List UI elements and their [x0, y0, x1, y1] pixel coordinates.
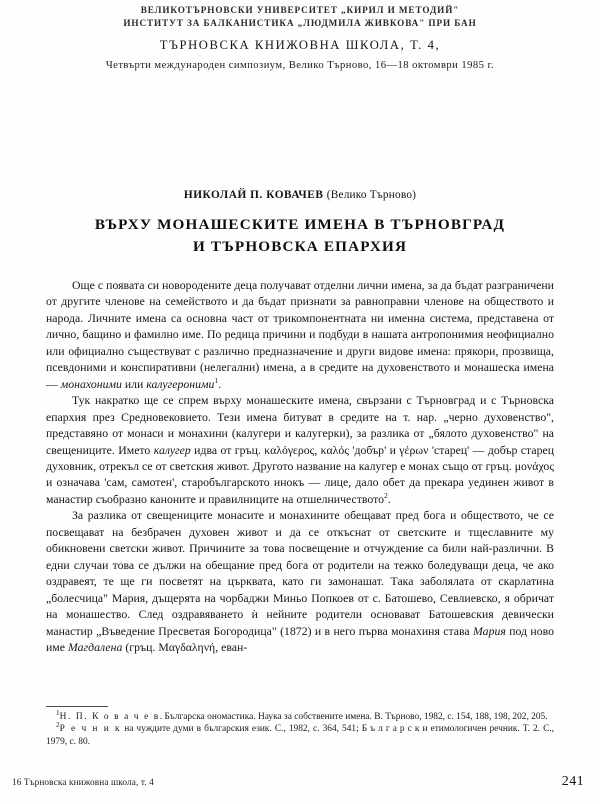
p3-seg4: , еван- — [215, 640, 248, 654]
paragraph-2 — [46, 393, 554, 508]
article-title-line-1: ВЪРХУ МОНАШЕСКИТЕ ИМЕНА В ТЪРНОВГРАД — [94, 216, 506, 233]
author-line — [0, 189, 600, 201]
p2-term-kaluger: калугер — [153, 443, 191, 457]
masthead-university: ВЕЛИКОТЪРНОВСКИ УНИВЕРСИТЕТ „КИРИЛ И МЕТОДИЙ" — [140, 5, 460, 15]
p1-text: Още с появата си новородените деца получават отделни лични имена, за да бъдат разграничени от другите членове на семейството и да бъдат признати за равноправни членове на обществото и народа. Личните имена са основна част от трикомпонентната ни именна система, представена от лично, бащино и фамилно име. По редица причини и подбуди в нашата антропонимия неофициално или официално съществуват с различно предназначение и други видове имена: прякори, прозвища, псевдоними и конспиративни (нелегални) имена, а в средите на духовенството и монашеска имена — — [46, 279, 554, 391]
footnote-separator-rule — [46, 706, 108, 707]
p2-seg6: и означава 'сам, самотен', старобългарското — [46, 476, 274, 490]
page-number: 241 — [561, 774, 584, 789]
footnote-2-author: Р е ч н и к — [59, 724, 122, 735]
page-title — [0, 214, 600, 258]
masthead-symposium-info: Четвърти международен симпозиум, Велико Търново, 16—18 октомври 1985 г. — [105, 60, 495, 71]
paragraph-1 — [46, 278, 554, 393]
author-name: НИКОЛАЙ П. КОВАЧЕВ — [183, 189, 324, 201]
author-city: (Велико Търново) — [326, 189, 417, 201]
p3-seg1: За разлика от свещениците монасите и монахините обещават пред бога и обществото, че се посвещават на безбрачен духовен живот и да се откъснат от светските и тщеславните му обикновени светски живот. Причините за това посвещение и отчуждение са били най-различни. В едни случаи това се дължи на обещание пред бога от родители на тежко боледуващи деца, че ако оздравеят, те ще ги посветят на църквата, като ги замонашат. Така заболялата от скарлатина „болесчица" Мария, дъщерята на чорбаджи Миньо Попкоев от с. Батошево, Севлиевско, я обричат на монашество. След оздравяването ѝ нейните родители основават Батошевския девически манастир „Въведение Пресветая Богородица" (1872) и в него първа монахиня става — [46, 509, 554, 638]
masthead-series-title: ТЪРНОВСКА КНИЖОВНА ШКОЛА, Т. 4, — [159, 38, 441, 52]
p3-name-magdalena: Магдалена — [67, 640, 123, 654]
p2-greek-monahos: μονάχος — [514, 459, 554, 473]
p3-greek-magdalini: Μαγδαληνή — [158, 640, 216, 654]
p2-greek-kalos: καλός — [320, 443, 349, 457]
p2-seg5: 'старец' — добър старец духовник, отрекъл се от светския живот. Другото название на калугер е монах също от гръц. — [46, 443, 555, 473]
masthead — [0, 4, 600, 73]
p2-seg4: 'добър' и — [348, 443, 400, 457]
footnote-item-1 — [46, 708, 554, 723]
p2-greek-geron: γέρων — [399, 443, 429, 457]
page-footer — [0, 774, 600, 796]
footnote-item-2 — [46, 723, 554, 748]
footnote-1-text: . Българска ономастика. Наука за собствените имена. В. Търново, 1982, с. 154, 188, 198, 202, 205. — [159, 712, 548, 722]
p2-seg8: . — [387, 492, 391, 506]
footnote-2-text: на чуждите думи в българския език. С., 1982, с. 364, 541; Б ъ л г а р с к и етимологичен речник. Т. 2. С., 1979, с. 80. — [46, 724, 555, 747]
masthead-institute: ИНСТИТУТ ЗА БАЛКАНИСТИКА „ЛЮДМИЛА ЖИВКОВА" ПРИ БАН — [123, 17, 477, 28]
body-text-column — [46, 278, 554, 656]
paragraph-3 — [46, 508, 554, 656]
footnote-number-2: 2 — [56, 721, 60, 730]
footnote-1-author: Н. П. К о в а ч е в — [59, 712, 160, 722]
p2-seg1: Тук накратко ще се спрем върху монашеските имена, свързани с Търновград и с Търновска епархия през Средновековието. Тези имена битуват в средите на т. нар. „черно духовенство", представяно от монаси и монахини (калугери и калугерки), за разлика от „бялото духовенство" на свещениците. Името — [46, 394, 554, 457]
footnote-number-1: 1 — [56, 708, 60, 717]
p2-seg7: — лице, дало обет да прекара уединен живот в манастир съобразно каноните и правилниците на отшелничеството — [46, 476, 554, 506]
p1-term-kalugeronimi: калугероними — [146, 377, 215, 391]
p2-term-inok: инокъ — [273, 476, 305, 490]
p2-greek-kalogeros: καλόγερος — [264, 443, 315, 457]
footnote-marker-2[interactable]: 2 — [384, 490, 388, 500]
footnote-marker-1[interactable]: 1 — [214, 375, 219, 385]
p2-seg3: , — [314, 443, 321, 457]
article-title-line-2: И ТЪРНОВСКА ЕПАРХИЯ — [192, 238, 408, 255]
footer-signature: 16 Търновска книжовна школа, т. 4 — [12, 778, 154, 788]
p3-seg3: (гръц. — [122, 640, 159, 654]
p2-seg2: идва от гръц. — [190, 443, 265, 457]
p3-name-maria: Мария — [473, 624, 506, 638]
p3-seg2: под ново име — [46, 624, 554, 654]
document-page — [0, 4, 600, 804]
title-block — [0, 189, 600, 258]
p1-term-monahonimi: монахоними — [60, 377, 122, 391]
p1-tail: . — [218, 377, 222, 391]
p1-conjunction: или — [121, 377, 147, 391]
footnotes-section — [46, 706, 554, 748]
